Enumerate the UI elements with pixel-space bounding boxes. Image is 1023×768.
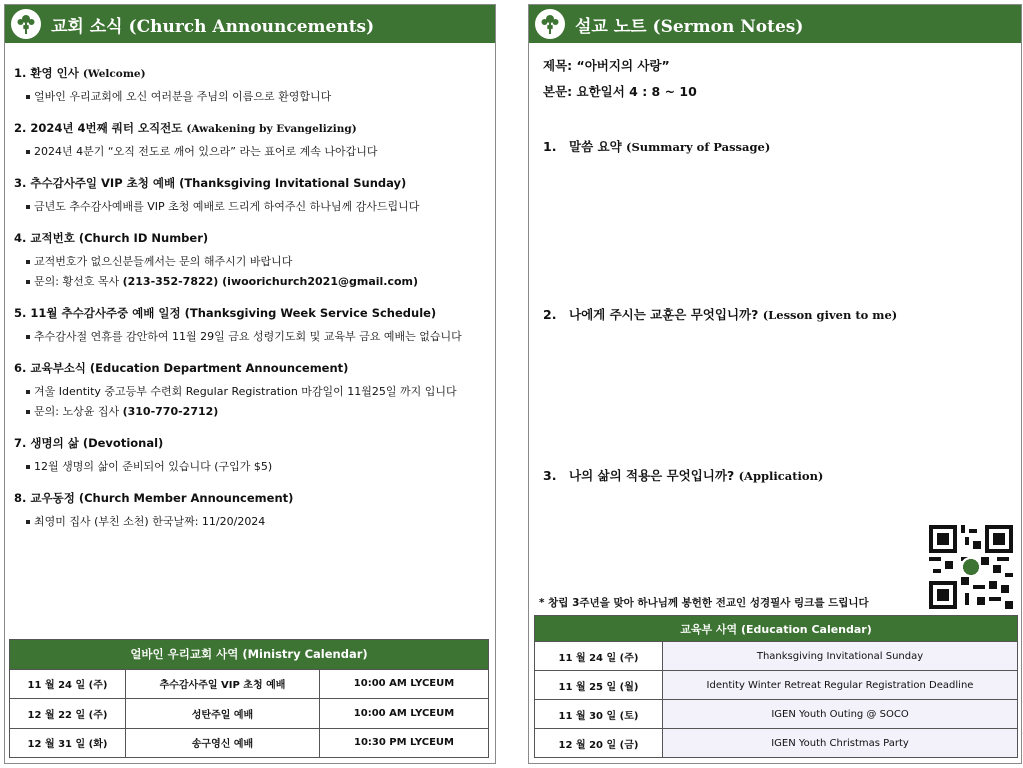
announcement-heading: 3. 추수감사주일 VIP 초청 예배 (Thanksgiving Invitational Sunday) (14, 176, 407, 190)
bullet: 겨울 Identity 중고등부 수련회 Regular Registration 마감일이 11월25일 까지 입니다 (14, 382, 494, 402)
church-tree-logo-icon (535, 9, 565, 39)
question-1 (543, 137, 770, 155)
cell-time: 10:00 AM LYCEUM (320, 669, 489, 699)
cell-event: Identity Winter Retreat Regular Registration Deadline (663, 671, 1018, 700)
bullet: 2024년 4분기 “오직 전도로 깨어 있으라” 라는 표어로 계속 나아갑니다 (14, 142, 494, 162)
cell-date: 11 월 25 일 (월) (535, 671, 663, 700)
table-row (535, 729, 1018, 758)
announcement-item (14, 65, 494, 107)
sermon-meta (543, 53, 697, 105)
title-ko: 교회 소식 (51, 16, 123, 37)
title-ko: 설교 노트 (575, 16, 647, 37)
question-num: 3. (543, 468, 557, 483)
announcement-heading: 2. 2024년 4번째 쿼터 오직전도 (14, 121, 183, 135)
announcement-item (14, 305, 494, 347)
question-2 (543, 305, 897, 323)
title-en: (Church Announcements) (128, 16, 375, 37)
announcement-item (14, 175, 494, 217)
cell-time: 10:30 PM LYCEUM (320, 728, 489, 758)
cell-event: 송구영신 예배 (126, 728, 320, 758)
announcements-header (5, 5, 495, 43)
cell-event: 추수감사주일 VIP 초청 예배 (126, 669, 320, 699)
table-row (10, 728, 489, 758)
ministry-calendar-table (9, 639, 489, 758)
education-calendar-table (534, 615, 1018, 758)
question-num: 1. (543, 139, 557, 154)
question-en: (Lesson given to me) (762, 308, 898, 322)
question-num: 2. (543, 307, 557, 322)
cell-date: 12 월 22 일 (주) (10, 699, 126, 729)
title-en: (Sermon Notes) (652, 16, 804, 37)
sermon-subject: 제목: “아버지의 사랑” (543, 58, 670, 73)
question-en: (Application) (738, 469, 824, 483)
bullet: 최영미 집사 (부친 소천) 한국날짜: 11/20/2024 (14, 512, 494, 532)
table-row (10, 699, 489, 729)
question-ko: 말씀 요약 (569, 139, 622, 154)
sermon-passage: 본문: 요한일서 4 : 8 ~ 10 (543, 84, 697, 99)
announcement-list (14, 65, 494, 545)
cell-event: IGEN Youth Christmas Party (663, 729, 1018, 758)
announcement-heading: 8. 교우동정 (Church Member Announcement) (14, 491, 294, 505)
qr-code-icon[interactable] (929, 525, 1013, 609)
announcement-heading: 6. 교육부소식 (Education Department Announcement) (14, 361, 349, 375)
table-row (535, 700, 1018, 729)
question-en: (Summary of Passage) (626, 140, 771, 154)
announcement-heading-en: (Welcome) (82, 68, 146, 80)
bible-transcription-note: * 창립 3주년을 맞아 하나님께 봉헌한 전교인 성경필사 링크를 드립니다 (539, 597, 869, 609)
announcements-title (51, 12, 374, 37)
cell-event: IGEN Youth Outing @ SOCO (663, 700, 1018, 729)
cell-date: 11 월 30 일 (토) (535, 700, 663, 729)
question-ko: 나에게 주시는 교훈은 무엇입니까? (569, 307, 759, 322)
announcement-heading: 5. 11월 추수감사주중 예배 일정 (Thanksgiving Week Service Schedule) (14, 306, 437, 320)
bullet: 얼바인 우리교회에 오신 여러분을 주님의 이름으로 환영합니다 (14, 87, 494, 107)
sermon-header (529, 5, 1021, 43)
announcement-heading: 7. 생명의 삶 (Devotional) (14, 436, 164, 450)
announcement-item (14, 120, 494, 162)
cell-event: Thanksgiving Invitational Sunday (663, 642, 1018, 671)
ministry-calendar-title: 얼바인 우리교회 사역 (Ministry Calendar) (10, 640, 489, 670)
contact-label: 문의: 황선호 목사 (34, 275, 120, 288)
table-row (535, 671, 1018, 700)
announcement-item (14, 490, 494, 532)
table-row (10, 669, 489, 699)
sermon-panel (528, 4, 1022, 764)
cell-time: 10:00 AM LYCEUM (320, 699, 489, 729)
announcement-heading: 1. 환영 인사 (14, 66, 79, 80)
sermon-title (575, 12, 803, 37)
church-tree-logo-icon (11, 9, 41, 39)
announcements-panel (4, 4, 496, 764)
question-ko: 나의 삶의 적용은 무엇입니까? (569, 468, 735, 483)
cell-date: 11 월 24 일 (주) (535, 642, 663, 671)
cell-date: 11 월 24 일 (주) (10, 669, 126, 699)
bullet: 추수감사절 연휴를 감안하여 11월 29일 금요 성령기도회 및 교육부 금요 예배는 없습니다 (14, 327, 494, 347)
contact-line (14, 272, 494, 292)
announcement-item (14, 230, 494, 292)
bullet: 금년도 추수감사예배를 VIP 초청 예배로 드리게 하여주신 하나님께 감사드립니다 (14, 197, 494, 217)
cell-date: 12 월 20 일 (금) (535, 729, 663, 758)
bullet: 교적번호가 없으신분들께서는 문의 해주시기 바랍니다 (14, 252, 494, 272)
cell-event: 성탄주일 예배 (126, 699, 320, 729)
bullet: 12월 생명의 삶이 준비되어 있습니다 (구입가 $5) (14, 457, 494, 477)
contact-value: (213-352-7822) (iwoorichurch2021@gmail.com) (122, 275, 419, 288)
announcement-item (14, 360, 494, 422)
contact-value: (310-770-2712) (122, 405, 219, 418)
announcement-heading-en: (Awakening by Evangelizing) (186, 123, 357, 135)
contact-line (14, 402, 494, 422)
question-3 (543, 466, 823, 484)
table-row (535, 642, 1018, 671)
contact-label: 문의: 노상윤 집사 (34, 405, 120, 418)
cell-date: 12 월 31 일 (화) (10, 728, 126, 758)
education-calendar-title: 교육부 사역 (Education Calendar) (535, 616, 1018, 642)
announcement-item (14, 435, 494, 477)
announcement-heading: 4. 교적번호 (Church ID Number) (14, 231, 209, 245)
